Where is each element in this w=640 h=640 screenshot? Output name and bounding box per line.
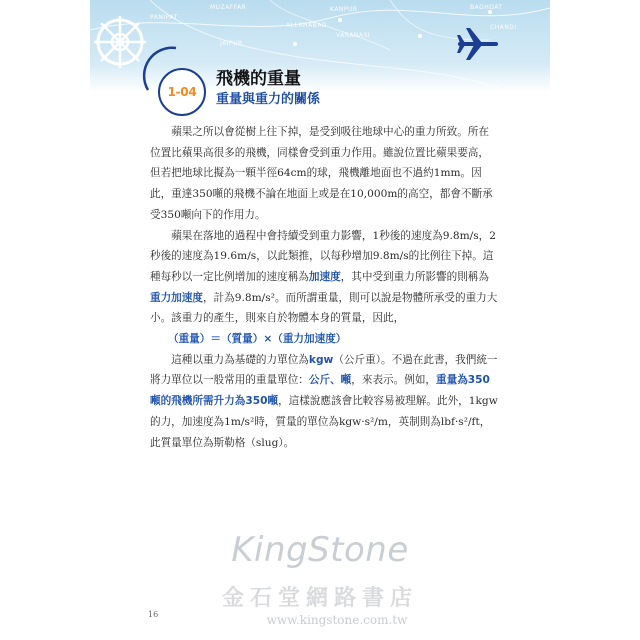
weight-formula: （重量）＝（質量）×（重力加速度） bbox=[168, 333, 347, 346]
text-run: ，這樣說應該會比較容易被理解。此外，1kgw的力，加速度為1m/s²時，質量的單位為kgw·s²/m，英制則為lbf·s²/ft，此質量單位為斯勒格（slug）。 bbox=[150, 395, 498, 449]
paragraph-2 bbox=[150, 226, 498, 330]
map-label: CHANDI bbox=[490, 24, 517, 31]
page-title: 飛機的重量 bbox=[216, 69, 301, 89]
map-label: PANIPAT bbox=[150, 14, 178, 21]
page-subtitle: 重量與重力的關係 bbox=[216, 92, 321, 107]
map-label: KANPUR bbox=[330, 6, 358, 13]
paragraph-1: 蘋果之所以會從樹上往下掉，是受到吸往地球中心的重力所致。所在位置比蘋果高很多的飛機，同樣會受到重力作用。雖說位置比蘋果要高，但若把地球比擬為一顆半徑64cm的球，飛機離地面也不過約1mm。因此，重達350噸的飛機不論在地面上或是在10,000m的高空，都會不斷承受350噸向下的作用力。 bbox=[150, 126, 493, 221]
article-body bbox=[150, 122, 498, 453]
text-run: ，計為9.8m/s²。而所謂重量，則可以說是物體所承受的重力大小。該重力的產生，則來自於物體本身的質量，因此， bbox=[150, 291, 498, 325]
map-label: JAIPUR bbox=[220, 40, 243, 47]
map-label: MUZAFFAR bbox=[210, 4, 247, 11]
text-run: ，來表示。例如， bbox=[351, 374, 437, 387]
map-label: ALLAHABAD bbox=[286, 22, 327, 29]
example-highlight: 重量為350噸的飛機所需升力為350噸 bbox=[150, 374, 490, 408]
watermark-store-name: 金石堂網路書店 bbox=[221, 585, 418, 611]
watermark-url: www.kingstone.com.tw bbox=[266, 613, 408, 627]
text-run: ，其中受到重力所影響的則稱為 bbox=[340, 270, 489, 283]
section-number-badge bbox=[158, 68, 206, 116]
map-label: BAGHDAT bbox=[470, 4, 503, 11]
paragraph-3 bbox=[150, 350, 498, 454]
airplane-icon bbox=[456, 26, 500, 62]
text-run: （公斤重）。不過在此書，我們統一將力單位以一般常用的重量單位： bbox=[150, 353, 498, 387]
term-gravity-acceleration: 重力加速度 bbox=[150, 291, 203, 304]
text-run: 蘋果在落地的過程中會持續受到重力影響，1秒後的速度為9.8m/s，2秒後的速度為19.6m/s，以此類推，以每秒增加9.8m/s的比例往下掉。這種每秒以一定比例增加的速度稱為 bbox=[150, 229, 497, 283]
map-label: VARANASI bbox=[336, 32, 371, 39]
page-number: 16 bbox=[148, 610, 159, 619]
term-units: 公斤、噸 bbox=[308, 374, 352, 387]
term-acceleration: 加速度 bbox=[308, 270, 341, 283]
section-title bbox=[158, 68, 538, 118]
text-run: 這種以重力為基礎的力單位為 bbox=[171, 353, 309, 366]
term-kgw: kgw bbox=[308, 353, 334, 366]
section-number: 1-04 bbox=[167, 85, 197, 99]
watermark-brand: KingStone bbox=[231, 530, 409, 570]
